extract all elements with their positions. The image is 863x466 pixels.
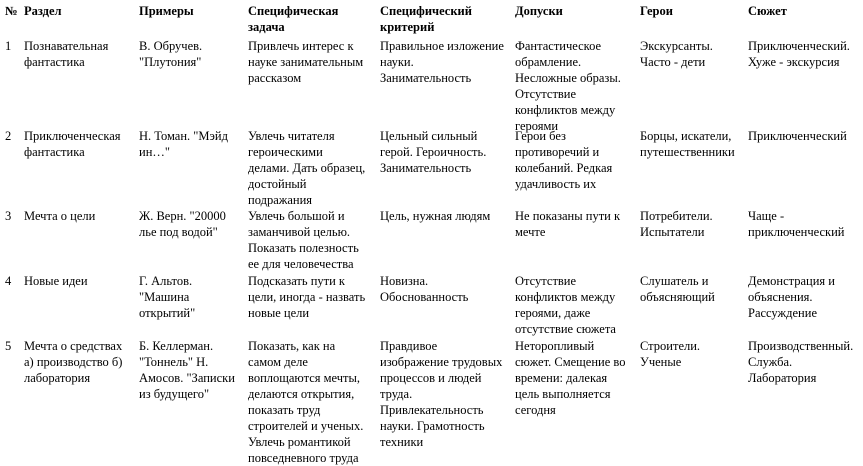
cell-text-line: Приключенческий [748,129,847,143]
cell-text-line: повседневного труда [248,451,359,465]
cell-text-line: Показать полезность [248,241,359,255]
cell-plot [748,208,863,240]
cell-text-line: новые цели [248,306,310,320]
cell-text-line: строителей и ученых. [248,419,364,433]
cell-text-line: делами. Дать образец, [248,161,366,175]
header-specific-task [248,3,378,35]
cell-text-line: науке занимательным [248,55,364,69]
header-plot [748,3,863,19]
cell-text-line: Лаборатория [748,371,817,385]
cell-text-line: Демонстрация и [748,274,835,288]
cell-text-line: Неторопливый [515,339,595,353]
cell-text-line: конфликтов между [515,290,616,304]
cell-text-line: Ж. Верн. "20000 [139,209,226,223]
cell-number [5,128,19,144]
cell-number [5,208,19,224]
cell-text-line: задача [248,20,285,34]
cell-plot [748,128,863,144]
cell-text-line: науки. [380,55,414,69]
cell-text-line: "Машина [139,290,190,304]
cell-allowances [515,128,638,192]
cell-text-line: Специфическая [248,4,339,18]
cell-text-line: путешественники [640,145,735,159]
cell-text-line: открытий" [139,306,196,320]
cell-text-line: Приключенческая [24,129,121,143]
cell-text-line: 2 [5,129,12,143]
cell-text-line: обрамление. [515,55,582,69]
cell-text-line: воплощаются мечты, [248,371,361,385]
cell-section [24,38,136,70]
cell-text-line: достойный [248,177,307,191]
cell-plot [748,338,863,386]
cell-text-line: времени: далекая [515,371,608,385]
cell-text-line: 1 [5,39,12,53]
cell-text-line: Отсутствие [515,87,577,101]
cell-examples [139,128,245,160]
cell-text-line: Цель, нужная людям [380,209,491,223]
cell-text-line: Слушатель и [640,274,709,288]
cell-specific-criterion [380,38,513,86]
cell-section [24,128,136,160]
cell-section [24,208,136,224]
cell-text-line: Привлекательность [380,403,484,417]
cell-heroes [640,128,746,160]
cell-text-line: Приключенческий. [748,39,850,53]
cell-number [5,38,19,54]
cell-text-line: Фантастическое [515,39,602,53]
cell-text-line: героями [515,119,559,133]
header-specific-criterion [380,3,513,35]
cell-text-line: Занимательность [380,161,472,175]
cell-text-line: подражания [248,193,313,207]
cell-allowances [515,208,638,240]
cell-text-line: Мечта о цели [24,209,96,223]
cell-text-line: "Плутония" [139,55,202,69]
cell-text-line: Познавательная [24,39,109,53]
cell-text-line: объясняющий [640,290,715,304]
cell-text-line: науки. Грамотность [380,419,485,433]
cell-specific-criterion [380,128,513,176]
header-number [5,3,19,19]
cell-text-line: показать труд [248,403,321,417]
cell-specific-task [248,208,378,272]
cell-specific-criterion [380,338,513,450]
cell-specific-task [248,38,378,86]
cell-text-line: Отсутствие [515,274,577,288]
cell-text-line: герой. Героичность. [380,145,487,159]
cell-number [5,273,19,289]
cell-text-line: Новые идеи [24,274,88,288]
header-allowances [515,3,638,19]
cell-specific-criterion [380,273,513,305]
cell-text-line: Показать, как на [248,339,336,353]
cell-text-line: изображение трудовых [380,355,503,369]
cell-text-line: цель выполняется [515,387,611,401]
cell-text-line: Увлечь читателя [248,129,335,143]
cell-specific-task [248,128,378,208]
cell-text-line: героическими [248,145,323,159]
cell-heroes [640,273,746,305]
cell-text-line: Экскурсанты. [640,39,713,53]
cell-text-line: труда. [380,387,413,401]
cell-examples [139,208,245,240]
cell-examples [139,38,245,70]
header-heroes [640,3,746,19]
cell-text-line: Не показаны пути к [515,209,621,223]
cell-text-line: Привлечь интерес к [248,39,354,53]
cell-text-line: Правильное изложение [380,39,504,53]
cell-text-line: удачливость их [515,177,597,191]
cell-plot [748,38,863,70]
cell-text-line: Производственный. [748,339,854,353]
cell-text-line: героями, даже [515,306,591,320]
cell-section [24,338,136,386]
cell-text-line: Мечта о средствах [24,339,123,353]
cell-text-line: Несложные образы. [515,71,621,85]
header-examples [139,3,245,19]
cell-text-line: заманчивой целью. [248,225,351,239]
cell-text-line: Новизна. [380,274,429,288]
cell-text-line: самом деле [248,355,308,369]
cell-text-line: из будущего" [139,387,210,401]
cell-specific-task [248,273,378,321]
cell-text-line: ее для человечества [248,257,354,271]
cell-text-line: 4 [5,274,12,288]
cell-text-line: Испытатели [640,225,705,239]
cell-text-line: Борцы, искатели, [640,129,732,143]
cell-text-line: отсутствие сюжета [515,322,616,336]
cell-text-line: техники [380,435,424,449]
cell-text-line: Рассуждение [748,306,817,320]
cell-text-line: Специфический [380,4,472,18]
cell-text-line: Увлечь большой и [248,209,345,223]
cell-text-line: цели, иногда - назвать [248,290,366,304]
cell-text-line: Подсказать пути к [248,274,345,288]
cell-plot [748,273,863,321]
cell-text-line: объяснения. [748,290,813,304]
cell-text-line: "Тоннель" Н. [139,355,209,369]
cell-text-line: противоречий и [515,145,600,159]
cell-text-line: фантастика [24,55,85,69]
cell-specific-criterion [380,208,513,224]
cell-text-line: лаборатория [24,371,91,385]
cell-text-line: Амосов. "Записки [139,371,235,385]
cell-text-line: Герои без [515,129,566,143]
cell-heroes [640,338,746,370]
cell-text-line: Потребители. [640,209,713,223]
header-section [24,3,136,19]
cell-heroes [640,38,746,70]
cell-examples [139,273,245,321]
cell-text-line: Ученые [640,355,682,369]
cell-text-line: Примеры [139,4,194,18]
cell-text-line: Занимательность [380,71,472,85]
cell-text-line: ин…" [139,145,170,159]
cell-text-line: мечте [515,225,546,239]
cell-text-line: Правдивое [380,339,438,353]
cell-text-line: Г. Альтов. [139,274,193,288]
cell-text-line: приключенческий [748,225,845,239]
cell-text-line: Строители. [640,339,701,353]
cell-text-line: процессов и людей [380,371,482,385]
cell-text-line: Сюжет [748,4,787,18]
cell-text-line: колебаний. Редкая [515,161,613,175]
cell-allowances [515,338,638,418]
cell-text-line: сюжет. Смещение во [515,355,626,369]
cell-text-line: лье под водой" [139,225,218,239]
cell-text-line: а) производство б) [24,355,123,369]
cell-text-line: Служба. [748,355,793,369]
cell-text-line: сегодня [515,403,556,417]
cell-text-line: В. Обручев. [139,39,203,53]
cell-text-line: фантастика [24,145,85,159]
cell-number [5,338,19,354]
cell-examples [139,338,245,402]
cell-text-line: Часто - дети [640,55,706,69]
cell-allowances [515,38,638,134]
cell-text-line: Цельный сильный [380,129,478,143]
cell-heroes [640,208,746,240]
cell-text-line: № [5,4,18,18]
cell-text-line: Обоснованность [380,290,469,304]
cell-text-line: критерий [380,20,435,34]
cell-text-line: Б. Келлерман. [139,339,214,353]
cell-text-line: делаются открытия, [248,387,355,401]
cell-text-line: Допуски [515,4,563,18]
cell-section [24,273,136,289]
cell-specific-task [248,338,378,466]
cell-text-line: конфликтов между [515,103,616,117]
cell-text-line: Чаще - [748,209,785,223]
cell-text-line: Увлечь романтикой [248,435,351,449]
cell-text-line: 5 [5,339,12,353]
cell-text-line: Хуже - экскурсия [748,55,840,69]
cell-text-line: 3 [5,209,12,223]
cell-text-line: Герои [640,4,673,18]
cell-text-line: рассказом [248,71,302,85]
cell-text-line: Раздел [24,4,62,18]
cell-allowances [515,273,638,337]
cell-text-line: Н. Томан. "Мэйд [139,129,228,143]
